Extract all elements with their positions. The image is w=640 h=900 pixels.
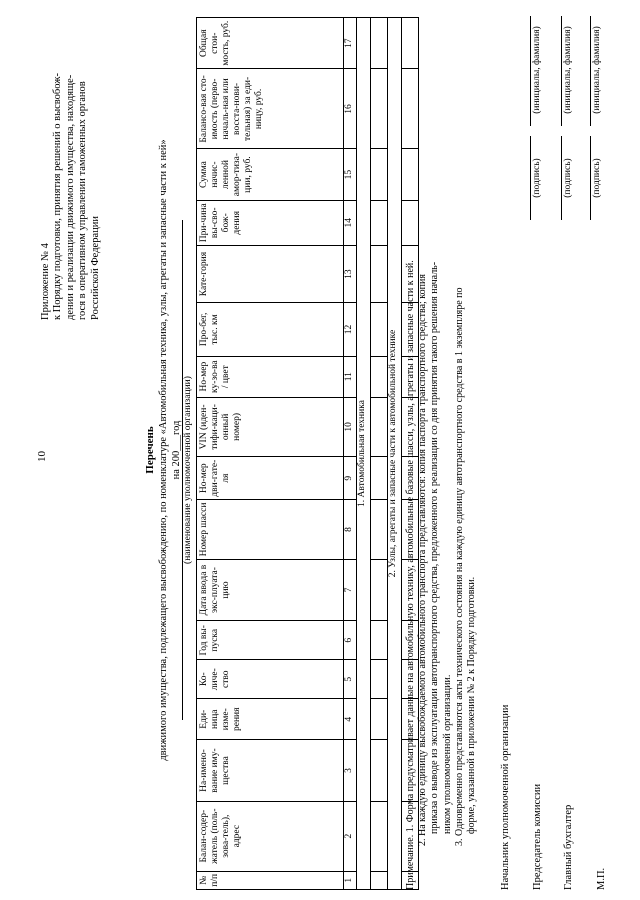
signature-accountant-label: Главный бухгалтер xyxy=(563,804,574,890)
column-number: 17 xyxy=(344,18,357,69)
appendix-line: Приложение № 4 xyxy=(40,243,51,320)
name-line xyxy=(561,16,562,126)
appendix-line: дении и реализации движимого имущества, находяще- xyxy=(64,74,76,320)
table-header-cell: Дата ввода в экс-плуата-цию xyxy=(197,559,344,621)
table-header-cell: Год вы-пуска xyxy=(197,621,344,660)
column-number: 8 xyxy=(344,500,357,560)
table-header-cell: При-чина вы-сво-бож-дения xyxy=(197,200,344,245)
note-line: форме, указанной в приложении № 2 к Порядку подготовки. xyxy=(466,576,478,834)
table-header-cell: Номер шасси xyxy=(197,500,344,560)
sign-caption: (подпись) xyxy=(563,158,573,198)
note-line: ником уполномоченной организации. xyxy=(441,674,453,834)
column-number: 14 xyxy=(344,200,357,245)
appendix-line: гося в оперативном управлении таможенных органов xyxy=(77,81,89,320)
column-number: 2 xyxy=(344,801,357,871)
organization-caption: (наименование уполномоченной организации) xyxy=(183,376,193,564)
note-line: Примечание. 1. Форма предусматривает данные на автомобильную технику, автомобильные базовые шасси, узлы, агрегаты и запасные части к ней. xyxy=(405,260,416,890)
name-line xyxy=(530,16,531,126)
table-header-cell: На-имено-вание иму-щества xyxy=(197,740,344,802)
table-number-row xyxy=(344,18,357,890)
signature-line xyxy=(561,136,562,220)
column-number: 11 xyxy=(344,356,357,397)
appendix-line: Российской Федерации xyxy=(89,216,101,320)
column-number: 16 xyxy=(344,69,357,149)
column-number: 5 xyxy=(344,660,357,699)
signature-head-label: Начальник уполномоченной организации xyxy=(500,704,511,890)
column-number: 9 xyxy=(344,457,357,500)
name-caption: (инициалы, фамилия) xyxy=(563,26,573,114)
table-header-cell: Ко-личе-ство xyxy=(197,660,344,699)
table-header-cell: Но-мер ку-зо-ва / цвет xyxy=(197,356,344,397)
appendix-block xyxy=(40,20,102,320)
table-header-cell: Сумма начис-ленной амор-тиза-ции, руб. xyxy=(197,149,344,200)
table-header-cell: Про-бег, тыс. км xyxy=(197,303,344,356)
name-caption: (инициалы, фамилия) xyxy=(532,26,542,114)
note-line: приказа о выводе из эксплуатации автотранспортного средства, предложенного к реализации со дня принятия такого решения началь- xyxy=(429,261,441,834)
document-title: Перечень xyxy=(144,426,156,474)
year-line: на 200___год xyxy=(171,420,182,480)
column-number: 13 xyxy=(344,245,357,302)
note-line: 2. На каждую единицу высвобождаемого автомобильного транспорта представляются: копия паспорта транспортного средства; копия xyxy=(417,274,429,846)
name-line xyxy=(590,16,591,126)
inventory-table xyxy=(196,17,419,890)
table-empty-row xyxy=(371,18,388,890)
notes-block xyxy=(405,10,478,890)
table-header-cell: Кате-гория xyxy=(197,245,344,302)
table-header-cell: № п/п xyxy=(197,871,344,889)
document-subtitle: движимого имущества, подлежащего высвобождению, по номенклатуре «Автомобильная техника, узлы, агрегаты и запасные части к ней» xyxy=(158,139,169,761)
column-number: 6 xyxy=(344,621,357,660)
section-heading-parts: 2. Узлы, агрегаты и запасные части к автомобильной технике xyxy=(388,18,402,890)
column-number: 10 xyxy=(344,397,357,457)
section-heading-vehicles: 1. Автомобильная техника xyxy=(357,18,371,890)
table-header-cell: VIN (иден-тифи-каци-онный номер) xyxy=(197,397,344,457)
table-section-row xyxy=(388,18,402,890)
table-header-cell: Но-мер дви-гате-ля xyxy=(197,457,344,500)
sign-caption: (подпись) xyxy=(532,158,542,198)
note-line: 3. Одновременно представляются акты технического состояния на каждую единицу автотранспортного средства в 1 экземпляре по xyxy=(453,287,465,846)
page-number: 10 xyxy=(36,451,48,462)
table-header-cell: Общая стои-мость, руб. xyxy=(197,18,344,69)
column-number: 3 xyxy=(344,740,357,802)
table-header-cell: Балансо-вая сто-имость (перво-началь-ная или восста-нови-тельная) за еди-ницу, руб. xyxy=(197,69,344,149)
appendix-line: к Порядку подготовки, принятия решений о высвобож- xyxy=(52,72,64,320)
column-number: 15 xyxy=(344,149,357,200)
table-header-cell: Балан-содер-жатель (поль-зова-тель), адрес xyxy=(197,801,344,871)
table-section-row xyxy=(357,18,371,890)
sign-caption: (подпись) xyxy=(592,158,602,198)
column-number: 4 xyxy=(344,699,357,740)
column-number: 12 xyxy=(344,303,357,356)
table-header-row xyxy=(197,18,344,890)
column-number: 7 xyxy=(344,559,357,621)
signature-line xyxy=(590,136,591,220)
table-header-cell: Еди-ница изме-рения xyxy=(197,699,344,740)
signature-chair-label: Председатель комиссии xyxy=(532,783,543,890)
stamp-label: М.П. xyxy=(596,867,607,890)
column-number: 1 xyxy=(344,871,357,889)
signature-line xyxy=(530,136,531,220)
name-caption: (инициалы, фамилия) xyxy=(592,26,602,114)
